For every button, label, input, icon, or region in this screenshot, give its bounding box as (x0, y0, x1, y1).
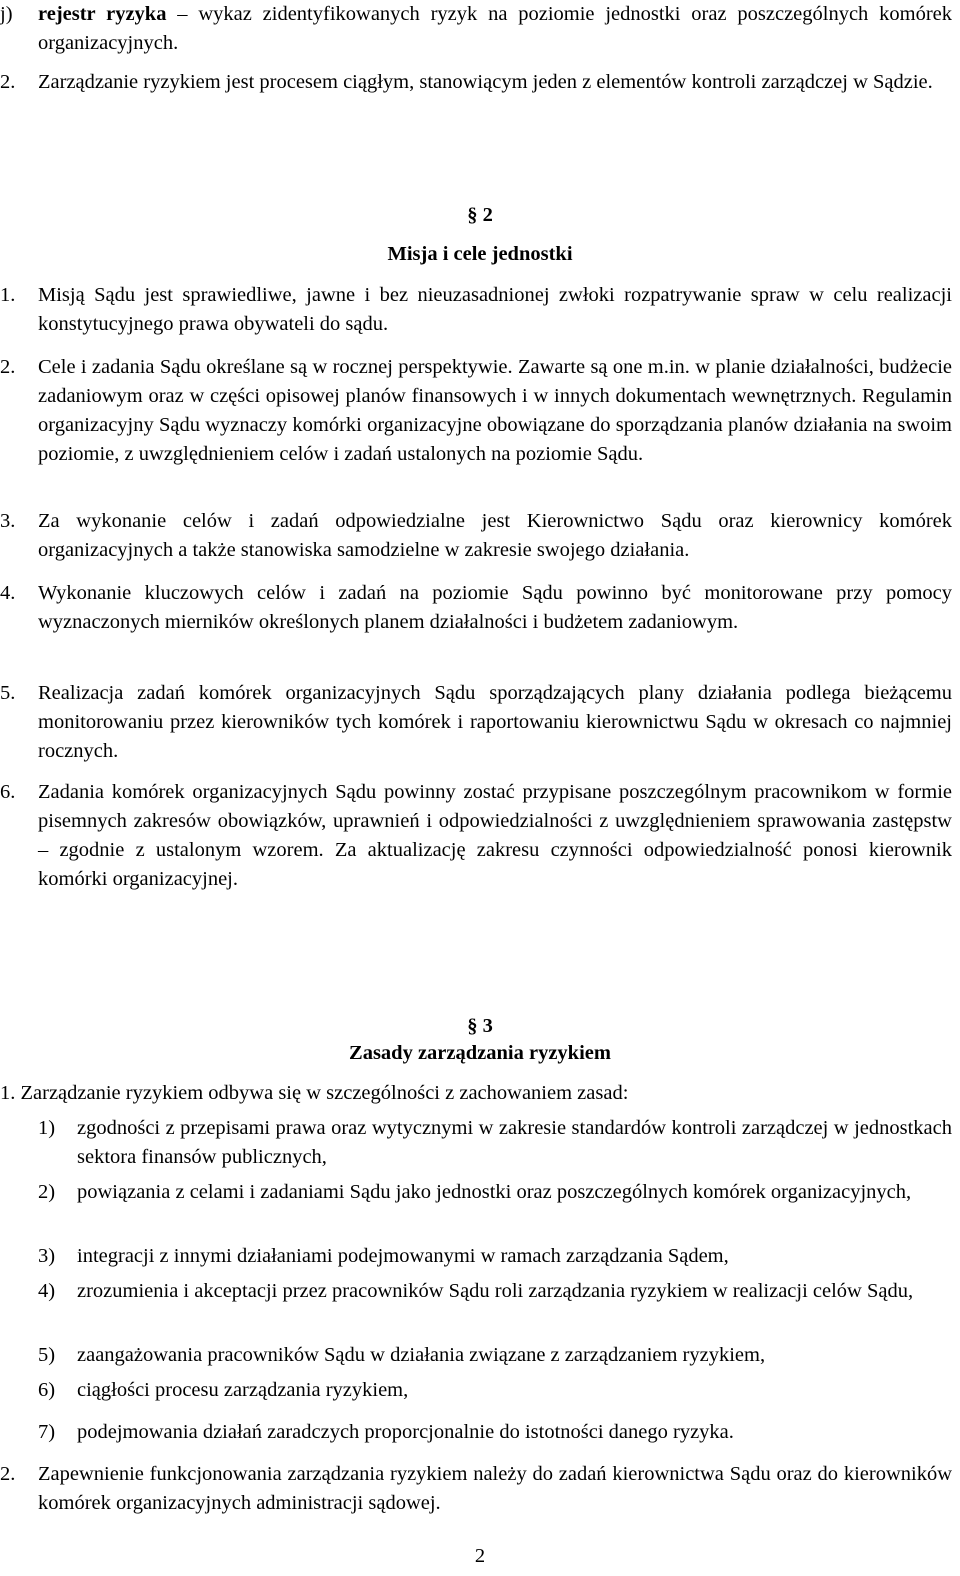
item-text: Zarządzanie ryzykiem jest procesem ciągłym, stanowiącym jeden z elementów kontroli zarządczej w Sądzie. (38, 71, 933, 93)
item-text: zgodności z przepisami prawa oraz wytycznymi w zakresie standardów kontroli zarządczej w jednostkach sektora finansów publicznych, (77, 1117, 952, 1168)
item-text: ciągłości procesu zarządzania ryzykiem, (77, 1379, 409, 1401)
section-sign: § 3 (467, 1015, 493, 1037)
item-number: 5. (0, 682, 16, 704)
item-text: Zadania komórek organizacyjnych Sądu powinny zostać przypisane poszczególnym pracownikom w formie pisemnych zakresów obowiązków, uprawnień i odpowiedzialności z uwzględnieniem sprawowania zastępstw – zgodnie z ustalonym wzorem. Za aktualizację zakresu czynności odpowiedzialność ponosi kierownik komórki organizacyjnej. (38, 781, 952, 890)
item-text: Cele i zadania Sądu określane są w rocznej perspektywie. Zawarte są one m.in. w planie działalności, budżecie zadaniowym oraz w części opisowej planów finansowych i w innych dokumentach wewnętrznych. Regulamin organizacyjny Sądu wyznaczy komórki organizacyjne obowiązane do sporządzania planów działania na swoim poziomie, z uwzględnieniem celów i zadań ustalonych na poziomie Sądu. (38, 356, 952, 465)
item-text: zaangażowania pracowników Sądu w działania związane z zarządzaniem ryzykiem, (77, 1344, 766, 1366)
intro-text: 1. Zarządzanie ryzykiem odbywa się w szczególności z zachowaniem zasad: (0, 1082, 629, 1104)
item-number: 3) (38, 1245, 56, 1267)
item-number: 6. (0, 781, 16, 803)
item-number: 6) (38, 1379, 56, 1401)
item-number: 5) (38, 1344, 56, 1366)
term-definition: – wykaz zidentyfikowanych ryzyk na poziomie jednostki oraz poszczególnych komórek organizacyjnych. (38, 3, 952, 54)
section-sign: § 2 (467, 204, 493, 226)
section-title: Zasady zarządzania ryzykiem (349, 1042, 611, 1064)
item-number: 1) (38, 1117, 56, 1139)
item-number: 1. (0, 284, 16, 306)
item-text: podejmowania działań zaradczych proporcjonalnie do istotności danego ryzyka. (77, 1421, 734, 1443)
item-number: 4. (0, 582, 16, 604)
item-text: Misją Sądu jest sprawiedliwe, jawne i bez nieuzasadnionej zwłoki rozpatrywanie spraw w celu realizacji konstytucyjnego prawa obywateli do sądu. (38, 284, 952, 335)
item-number: 2. (0, 1463, 16, 1485)
page-number: 2 (474, 1545, 486, 1567)
item-text: Realizacja zadań komórek organizacyjnych Sądu sporządzających plany działania podlega bieżącemu monitorowaniu przez kierowników tych komórek i raportowaniu kierownictwu Sądu w okresach co najmniej rocznych. (38, 682, 952, 762)
term-rejestr-ryzyka: rejestr ryzyka (38, 3, 167, 25)
item-number: 4) (38, 1280, 56, 1302)
item-text: Wykonanie kluczowych celów i zadań na poziomie Sądu powinno być monitorowane przy pomocy wyznaczonych mierników określonych planem działalności i budżetem zadaniowym. (38, 582, 952, 633)
item-number: 2. (0, 356, 16, 378)
item-text (38, 0, 952, 58)
section-title: Misja i cele jednostki (387, 243, 573, 265)
item-number: 7) (38, 1421, 56, 1443)
item-number: j) (0, 3, 13, 25)
item-text: powiązania z celami i zadaniami Sądu jako jednostki oraz poszczególnych komórek organizacyjnych, (77, 1181, 912, 1203)
item-number: 3. (0, 510, 16, 532)
item-number: 2. (0, 71, 16, 93)
item-text: Za wykonanie celów i zadań odpowiedzialne jest Kierownictwo Sądu oraz kierownicy komórek organizacyjnych a także stanowiska samodzielne w zakresie swojego działania. (38, 510, 952, 561)
item-text: zrozumienia i akceptacji przez pracowników Sądu roli zarządzania ryzykiem w realizacji celów Sądu, (77, 1280, 914, 1302)
item-number: 2) (38, 1181, 56, 1203)
item-text: integracji z innymi działaniami podejmowanymi w ramach zarządzania Sądem, (77, 1245, 729, 1267)
item-text: Zapewnienie funkcjonowania zarządzania ryzykiem należy do zadań kierownictwa Sądu oraz do kierowników komórek organizacyjnych administracji sądowej. (38, 1463, 952, 1514)
